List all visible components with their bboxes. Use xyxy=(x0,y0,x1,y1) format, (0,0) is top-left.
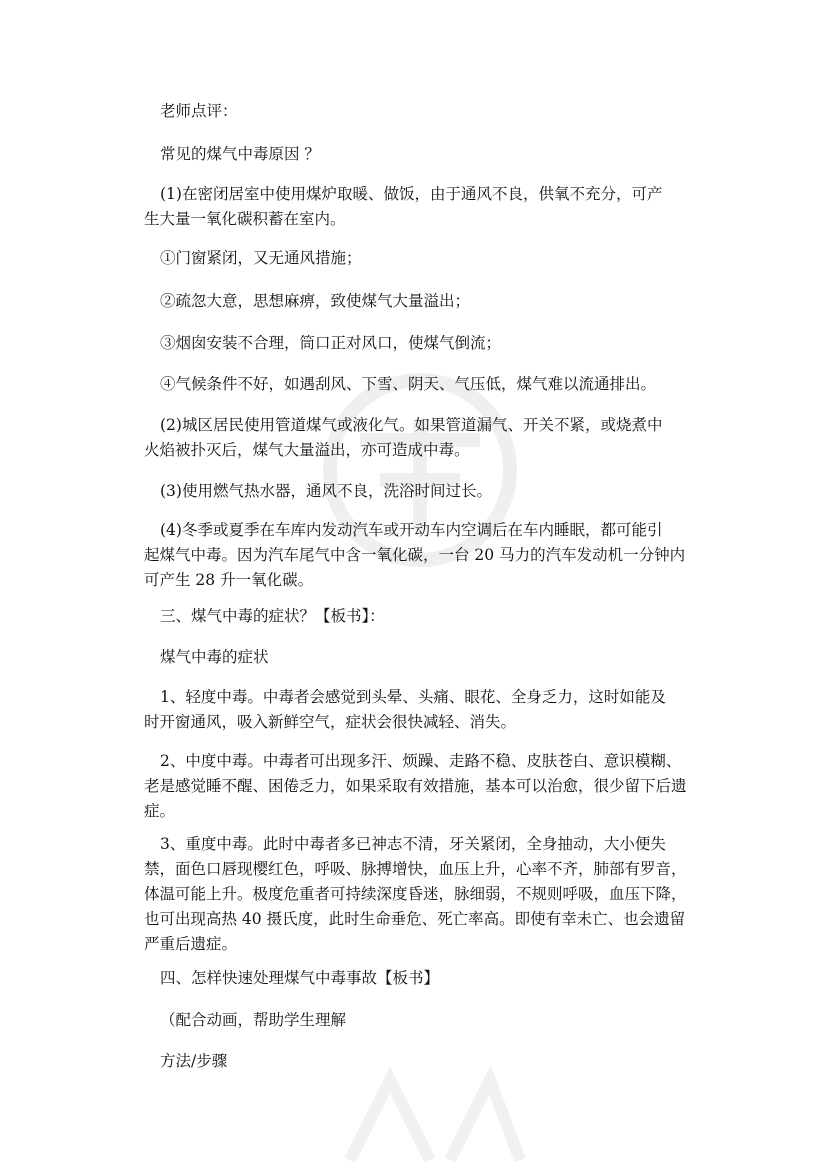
text-line: 症。 xyxy=(144,802,176,820)
cause-item-1 xyxy=(160,246,700,271)
text-line: （配合动画，帮助学生理解 xyxy=(160,1011,347,1029)
text-line: 2、中度中毒。中毒者可出现多汗、烦躁、走路不稳、皮肤苍白、意识模糊、 xyxy=(160,752,682,770)
text-line: (4)冬季或夏季在车库内发动汽车或开动车内空调后在车内睡眠，都可能引 xyxy=(160,521,663,539)
cause-item-2 xyxy=(160,289,700,314)
moderate-poisoning-paragraph xyxy=(144,749,700,824)
text-line: (2)城区居民使用管道煤气或液化气。如果管道漏气、开关不紧，或烧煮中 xyxy=(160,416,663,434)
text-line: 煤气中毒的症状 xyxy=(160,648,269,666)
text-line: ③烟囱安装不合理，筒口正对风口，使煤气倒流； xyxy=(160,334,502,352)
text-line: 火焰被扑灭后，煤气大量溢出，亦可造成中毒。 xyxy=(144,441,470,459)
text-line: 老是感觉睡不醒、困倦乏力，如果采取有效措施，基本可以治愈，很少留下后遗 xyxy=(144,777,687,795)
text-line: 禁，面色口唇现樱红色，呼吸、脉搏增快，血压上升，心率不齐，肺部有罗音， xyxy=(144,860,687,878)
method-steps-label xyxy=(160,1049,700,1074)
text-line: 老师点评： xyxy=(160,102,238,120)
mild-poisoning-paragraph xyxy=(144,685,700,735)
teacher-comment-heading xyxy=(160,99,700,124)
text-line: 生大量一氧化碳积蓄在室内。 xyxy=(144,210,346,228)
symptoms-subheading xyxy=(160,645,700,670)
causes-heading xyxy=(160,142,700,167)
text-line: ①门窗紧闭，又无通风措施； xyxy=(160,249,362,267)
text-line: 起煤气中毒。因为汽车尾气中含一氧化碳，一台 20 马力的汽车发动机一分钟内 xyxy=(144,546,686,564)
watermark-logo-bottom xyxy=(330,1060,530,1170)
text-line: 时开窗通风，吸入新鲜空气，症状会很快减轻、消失。 xyxy=(144,713,517,731)
text-line: 也可出现高热 40 摄氏度，此时生命垂危、死亡率高。即使有幸未亡、也会遗留 xyxy=(144,910,686,928)
animation-note xyxy=(160,1008,700,1033)
handling-heading xyxy=(160,966,700,991)
text-line: 3、重度中毒。此时中毒者多已神志不清，牙关紧闭，全身抽动，大小便失 xyxy=(160,835,666,853)
cause-3-paragraph xyxy=(160,479,700,504)
cause-item-3 xyxy=(160,331,700,356)
text-line: 1、轻度中毒。中毒者会感觉到头晕、头痛、眼花、全身乏力，这时如能及 xyxy=(160,688,666,706)
text-line: 体温可能上升。极度危重者可持续深度昏迷，脉细弱，不规则呼吸，血压下降， xyxy=(144,885,687,903)
text-line: (1)在密闭居室中使用煤炉取暖、做饭，由于通风不良，供氧不充分，可产 xyxy=(160,185,663,203)
text-line: 方法/步骤 xyxy=(160,1052,228,1070)
text-line: 三、煤气中毒的症状？【板书】： xyxy=(160,607,385,625)
text-line: 常见的煤气中毒原因 ？ xyxy=(160,145,320,163)
cause-2-paragraph xyxy=(144,413,700,463)
text-line: ④气候条件不好，如遇刮风、下雪、阴天、气压低，煤气难以流通排出。 xyxy=(160,375,657,393)
text-line: 严重后遗症。 xyxy=(144,935,238,953)
symptoms-heading xyxy=(160,604,700,629)
text-line: ②疏忽大意，思想麻痹，致使煤气大量溢出； xyxy=(160,292,471,310)
cause-1-paragraph xyxy=(144,182,700,232)
text-line: (3)使用燃气热水器，通风不良，洗浴时间过长。 xyxy=(160,482,492,500)
text-line: 四、怎样快速处理煤气中毒事故【板书】 xyxy=(160,969,440,987)
text-line: 可产生 28 升一氧化碳。 xyxy=(144,571,314,589)
severe-poisoning-paragraph xyxy=(144,832,700,957)
cause-item-4 xyxy=(160,372,700,397)
cause-4-paragraph xyxy=(144,518,700,593)
